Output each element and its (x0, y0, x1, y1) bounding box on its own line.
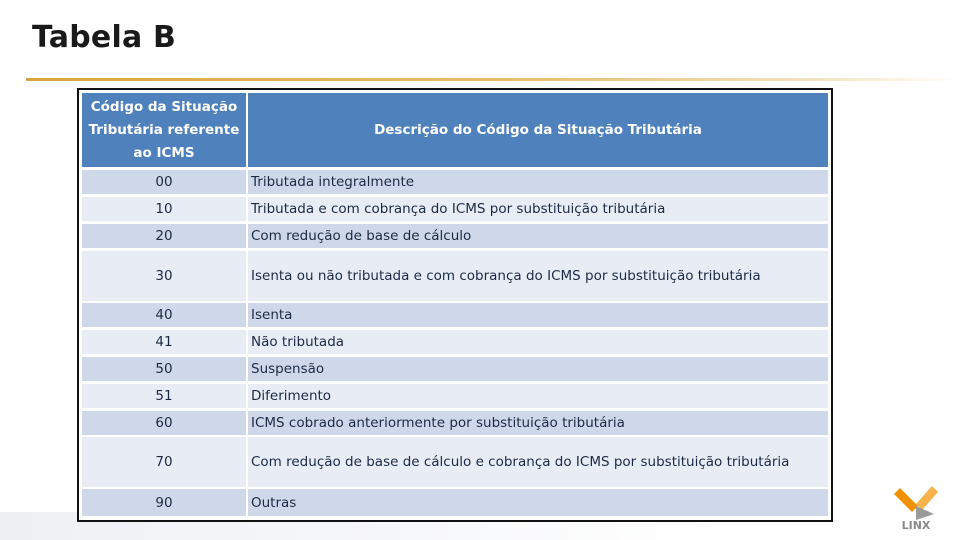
header-code-cell (82, 93, 246, 167)
table-row (82, 197, 828, 221)
code-cell: 40 (82, 303, 246, 327)
page-title: Tabela B (32, 20, 177, 55)
table-row (82, 411, 828, 435)
table-row (82, 437, 828, 487)
description-cell: Com redução de base de cálculo (248, 224, 828, 248)
description-cell: Tributada e com cobrança do ICMS por substituição tributária (248, 197, 828, 221)
description-cell: Outras (248, 489, 828, 516)
table-row (82, 489, 828, 516)
table-header-row (82, 93, 828, 167)
table-row (82, 251, 828, 301)
code-cell: 50 (82, 357, 246, 381)
title-divider (26, 78, 960, 81)
table-row (82, 170, 828, 194)
description-cell: Não tributada (248, 330, 828, 354)
cst-table (77, 88, 833, 522)
table-row (82, 357, 828, 381)
header-description-cell: Descrição do Código da Situação Tributária (248, 93, 828, 167)
code-cell: 20 (82, 224, 246, 248)
code-cell: 00 (82, 170, 246, 194)
header-code-line: Tributária referente (88, 121, 240, 138)
code-cell: 10 (82, 197, 246, 221)
table-row (82, 384, 828, 408)
code-cell: 60 (82, 411, 246, 435)
table-row (82, 303, 828, 327)
header-code-line: ao ICMS (133, 144, 195, 161)
logo-mark-light (916, 486, 938, 510)
description-cell: Com redução de base de cálculo e cobrança do ICMS por substituição tributária (248, 437, 828, 487)
description-cell: Isenta (248, 303, 828, 327)
table-row (82, 330, 828, 354)
code-cell: 51 (82, 384, 246, 408)
logo-mark-gray (916, 506, 934, 520)
description-cell: ICMS cobrado anteriormente por substituição tributária (248, 411, 828, 435)
logo-mark-orange (894, 488, 918, 512)
logo-text: LINX (901, 519, 931, 532)
header-code-line: Código da Situação (90, 98, 238, 115)
description-cell: Suspensão (248, 357, 828, 381)
description-cell: Isenta ou não tributada e com cobrança do ICMS por substituição tributária (248, 251, 828, 301)
description-cell: Tributada integralmente (248, 170, 828, 194)
code-cell: 90 (82, 489, 246, 516)
code-cell: 41 (82, 330, 246, 354)
code-cell: 30 (82, 251, 246, 301)
code-cell: 70 (82, 437, 246, 487)
table-row (82, 224, 828, 248)
description-cell: Diferimento (248, 384, 828, 408)
linx-logo (886, 484, 946, 532)
